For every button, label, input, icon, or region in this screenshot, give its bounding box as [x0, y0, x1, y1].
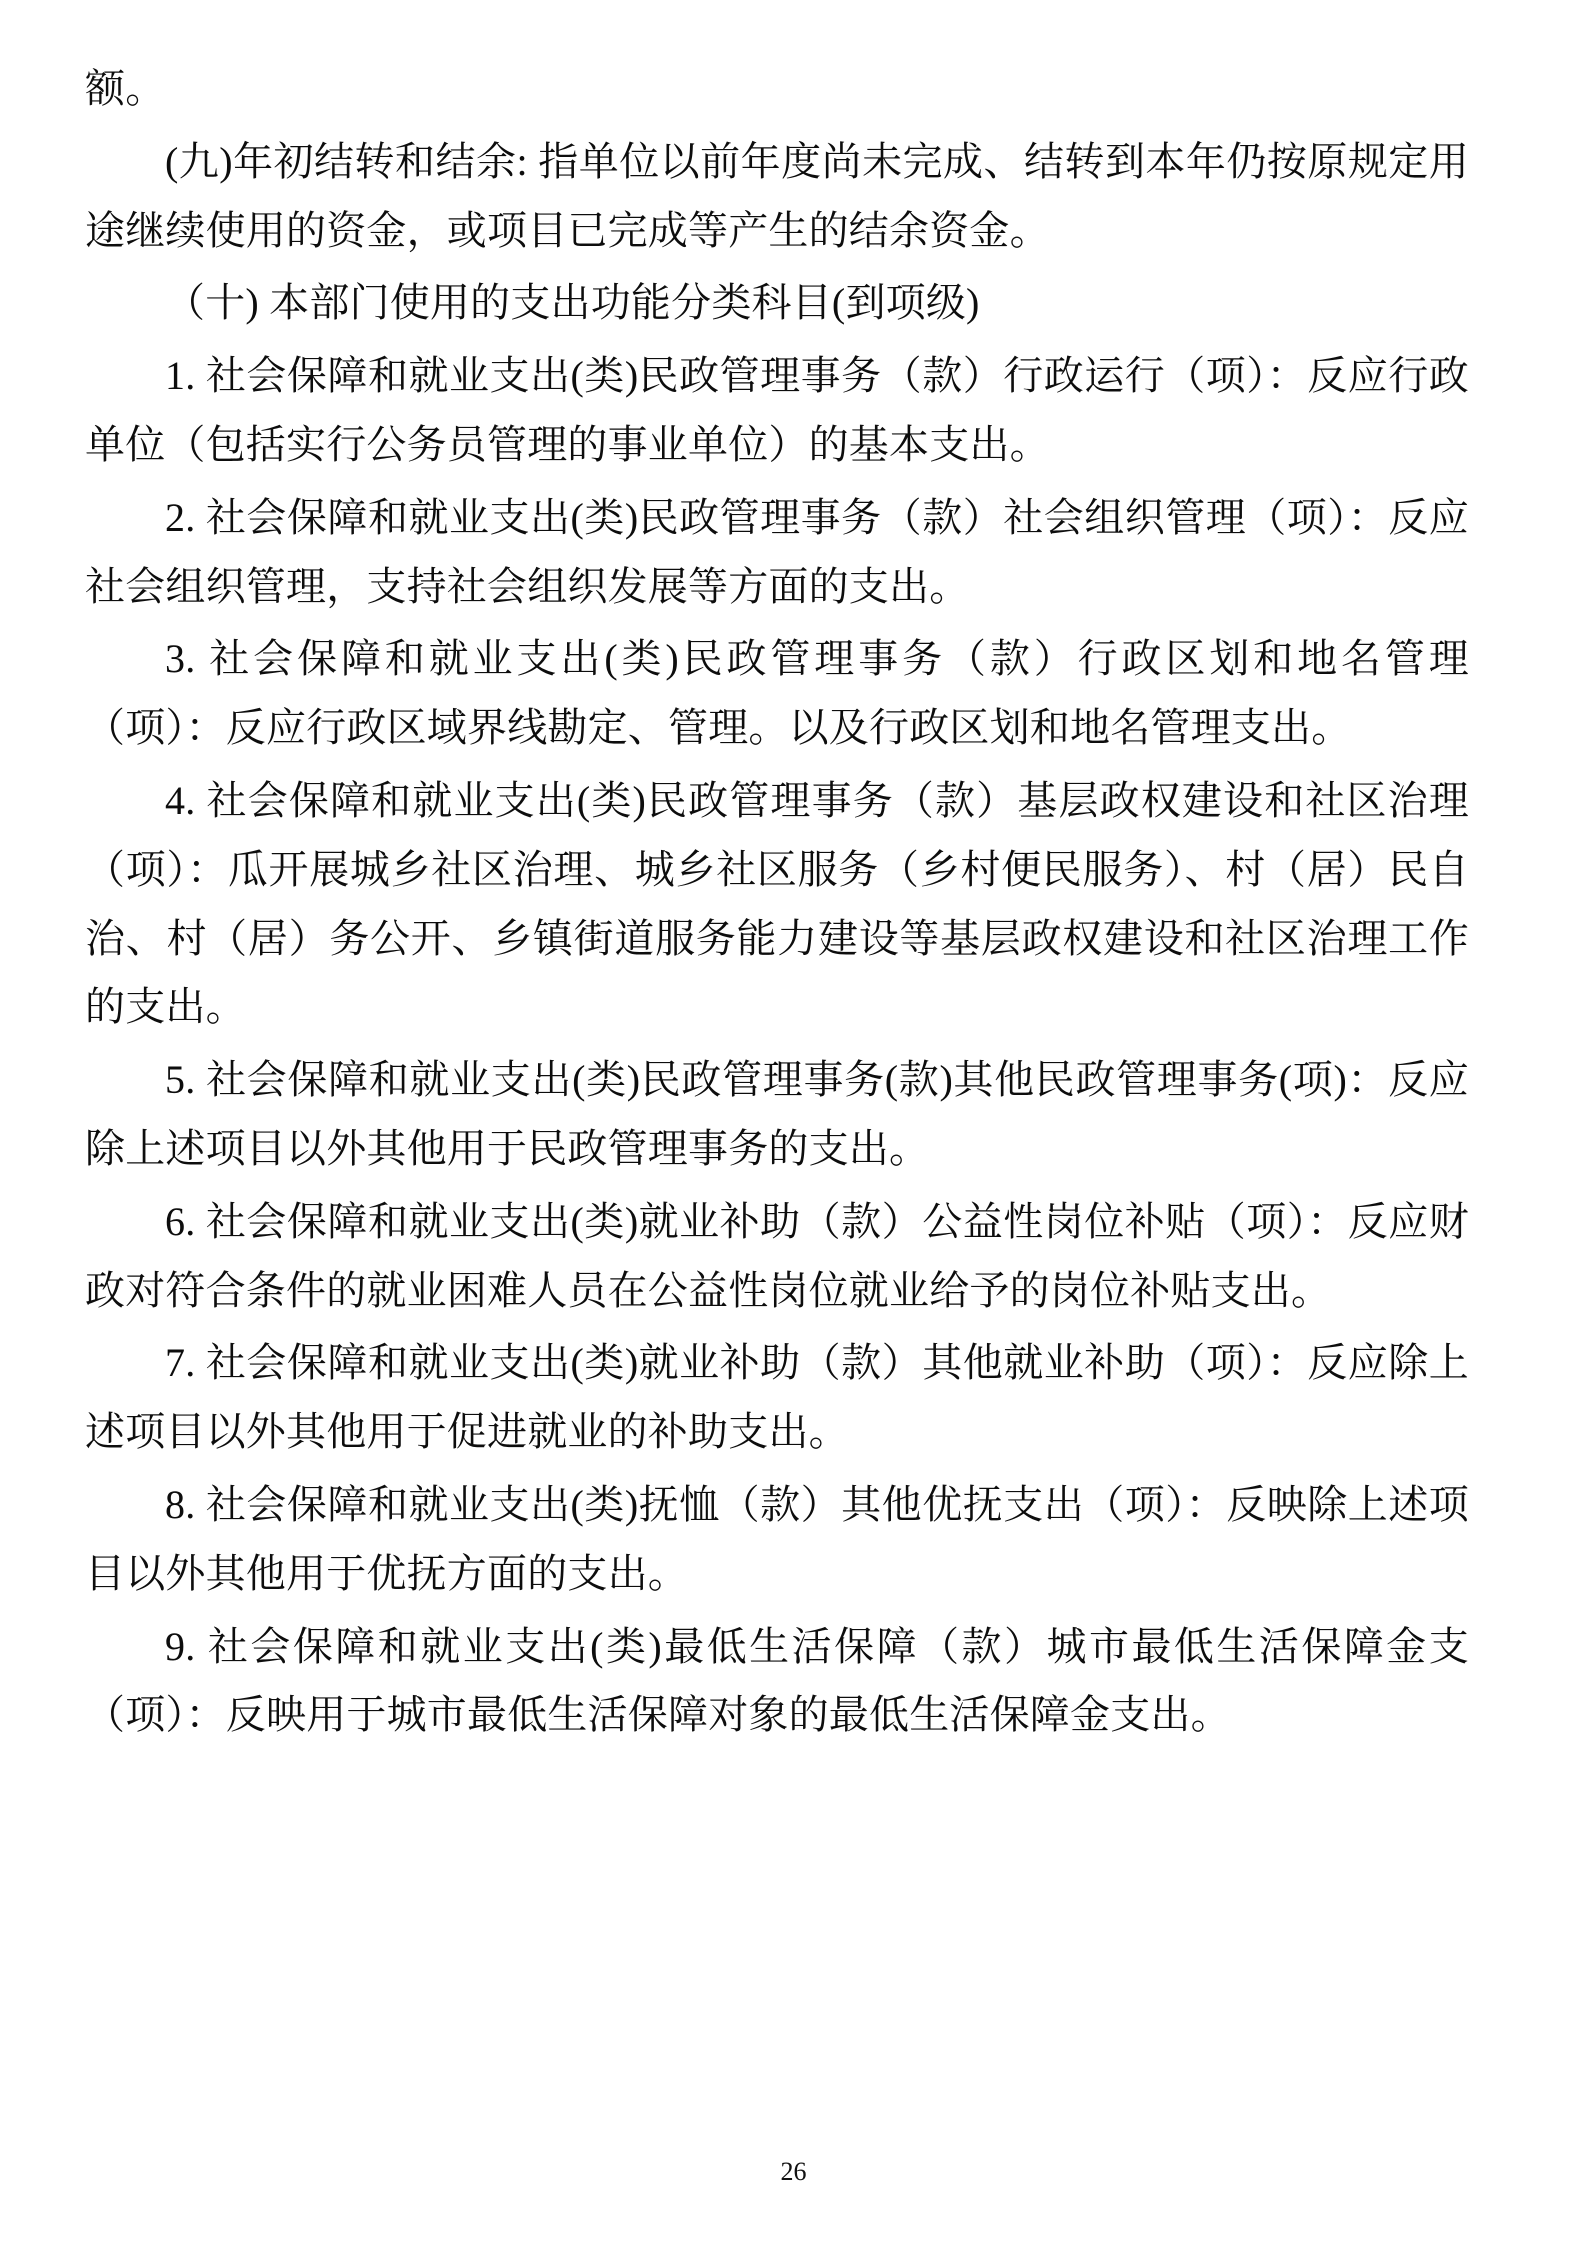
paragraph-sub-1: 1. 社会保障和就业支出(类)民政管理事务（款）行政运行（项）：反应行政单位（包括实行公务员管理的事业单位）的基本支出。	[85, 353, 1469, 467]
paragraph-sub-5: 5. 社会保障和就业支出(类)民政管理事务(款)其他民政管理事务(项)：反应除上述项目以外其他用于民政管理事务的支出。	[85, 1057, 1469, 1171]
paragraph-sub-2: 2. 社会保障和就业支出(类)民政管理事务（款）社会组织管理（项）：反应社会组织管理，支持社会组织发展等方面的支出。	[85, 494, 1469, 609]
paragraph-sub-9: 9. 社会保障和就业支出(类)最低生活保障（款）城市最低生活保障金支（项）：反映用于城市最低生活保障对象的最低生活保障金支出。	[85, 1623, 1469, 1738]
paragraph-sub-7: 7. 社会保障和就业支出(类)就业补助（款）其他就业补助（项）：反应除上述项目以外其他用于促进就业的补助支出。	[85, 1340, 1469, 1455]
paragraph-sub-6: 6. 社会保障和就业支出(类)就业补助（款）公益性岗位补贴（项）：反应财政对符合条件的就业困难人员在公益性岗位就业给予的岗位补贴支出。	[85, 1198, 1469, 1313]
page-number: 26	[780, 2157, 807, 2186]
paragraph-item-10: （十) 本部门使用的支出功能分类科目(到项级)	[165, 280, 980, 326]
paragraph-continuation: 额。	[85, 66, 166, 111]
paragraph-sub-4: 4. 社会保障和就业支出(类)民政管理事务（款）基层政权建设和社区治理（项）：瓜开展城乡社区治理、城乡社区服务（乡村便民服务）、村（居）民自治、村（居）务公开、乡镇街道服务能力建设等基层政权建设和社区治理工作的支出。	[85, 777, 1469, 1030]
paragraph-item-9: (九)年初结转和结余: 指单位以前年度尚未完成、结转到本年仍按原规定用途继续使用的资金，或项目已完成等产生的结余资金。	[85, 138, 1469, 253]
document-body	[85, 55, 1469, 1750]
paragraph-sub-8: 8. 社会保障和就业支出(类)抚恤（款）其他优抚支出（项）：反映除上述项目以外其他用于优抚方面的支出。	[85, 1481, 1469, 1596]
paragraph-sub-3: 3. 社会保障和就业支出(类)民政管理事务（款）行政区划和地名管理（项）：反应行政区域界线勘定、管理。以及行政区划和地名管理支出。	[85, 636, 1469, 751]
